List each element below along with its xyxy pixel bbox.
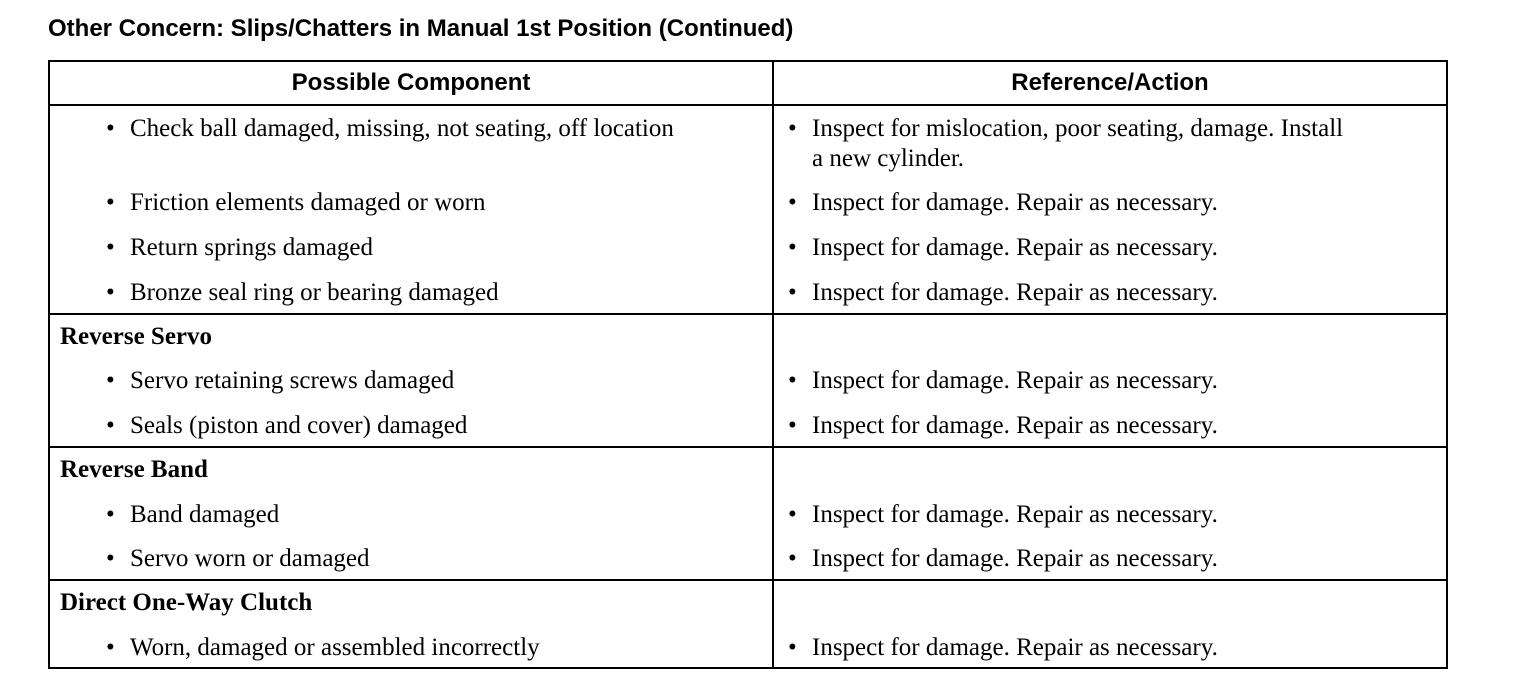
diagnosis-table: Possible Component Reference/Action • Check ball damaged, missing, not seating, off location • Inspect for mislocation, poor seating, damage. Install a new cylinder. • Friction elements damaged or worn • Inspect for damage. Repair as necessary. • Return springs damaged • Inspect for damage. Repair as necessary. • Bronze seal ring or bearing damaged • Inspect for damage. Repair as necessary. Reverse Servo • Servo retaining screws damaged • Inspect for damage. Repair as necessary. • Seals (piston and cover) damaged • Inspect for damage. Repair as necessary. Reverse Band • Band damaged • Inspect for damage. Repair as necessary. • Servo worn or damaged • Inspect for damage. Repair as necessary. Direct One-Way Clutch • Worn, damaged or assembled incorrectly • Inspect for damage. Repair as necessary. (48, 60, 1448, 669)
group-divider (50, 446, 1446, 448)
bullet-icon: • (106, 634, 115, 661)
bullet-icon: • (106, 545, 115, 572)
bullet-icon: • (788, 367, 797, 394)
group-heading-direct-one-way-clutch: Direct One-Way Clutch (60, 589, 313, 616)
bullet-icon: • (106, 234, 115, 261)
bullet-icon: • (788, 189, 797, 216)
bullet-icon: • (788, 545, 797, 572)
bullet-icon: • (106, 501, 115, 528)
column-divider (772, 62, 774, 667)
header-reference-action: Reference/Action (1011, 69, 1209, 96)
bullet-icon: • (106, 115, 115, 142)
group-heading-reverse-band: Reverse Band (60, 456, 208, 483)
bullet-icon: • (788, 634, 797, 661)
bullet-icon: • (106, 367, 115, 394)
bullet-icon: • (788, 412, 797, 439)
bullet-icon: • (106, 279, 115, 306)
bullet-icon: • (788, 279, 797, 306)
header-possible-component: Possible Component (291, 69, 531, 96)
bullet-icon: • (106, 412, 115, 439)
group-divider (50, 579, 1446, 581)
page-title: Other Concern: Slips/Chatters in Manual 1st Position (Continued) (48, 15, 794, 42)
bullet-icon: • (788, 234, 797, 261)
group-divider (50, 313, 1446, 315)
bullet-icon: • (788, 501, 797, 528)
header-divider (50, 104, 1446, 106)
bullet-icon: • (106, 189, 115, 216)
group-heading-reverse-servo: Reverse Servo (60, 323, 213, 350)
bullet-icon: • (788, 115, 797, 142)
